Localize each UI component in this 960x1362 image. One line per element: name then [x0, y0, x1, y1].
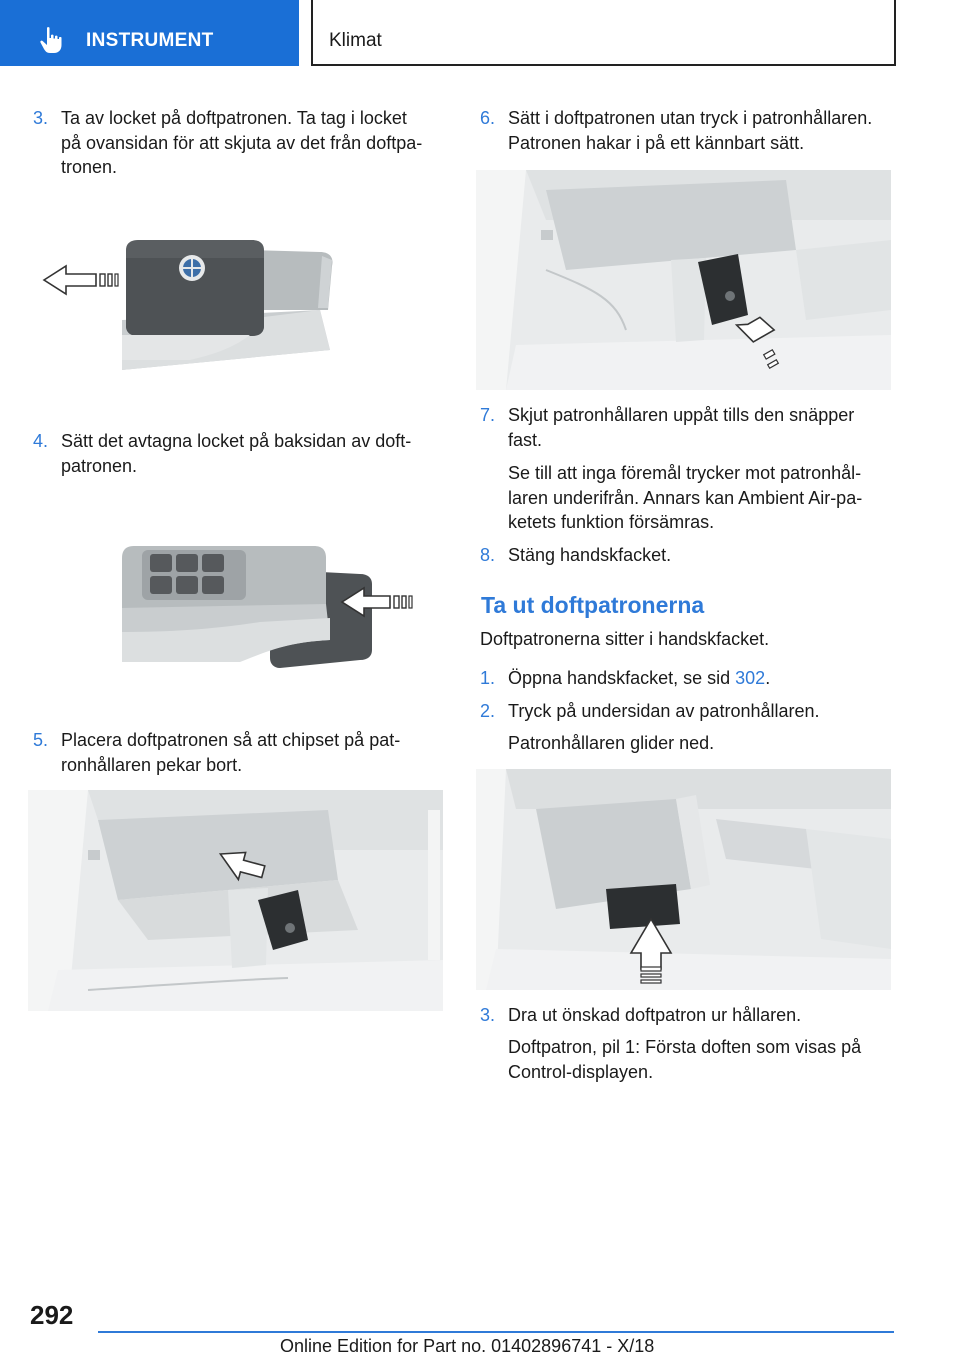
step-number: 7.	[480, 405, 496, 425]
footer-divider	[98, 1331, 894, 1333]
step-text-line: på ovansidan för att skjuta av det från doftpa‐	[61, 132, 423, 153]
section-heading: Ta ut doftpatronerna	[481, 592, 705, 618]
step-text-line: fast.	[508, 429, 543, 450]
step-text-line: Placera doftpatronen så att chipset på pat‐	[61, 730, 401, 750]
step-text-line: Patronen hakar i på ett kännbart sätt.	[508, 132, 805, 153]
step-number: 2.	[480, 701, 496, 721]
illustration-remove-lid	[30, 200, 450, 400]
step-number: 8.	[480, 545, 496, 565]
section-label: INSTRUMENT	[86, 30, 214, 51]
illustration-position-cartridge	[28, 790, 443, 1011]
page-link[interactable]: 302	[735, 668, 766, 688]
step-text-line: ronhållaren pekar bort.	[61, 754, 243, 775]
section-intro: Doftpatronerna sitter i handskfacket.	[480, 629, 770, 649]
step-number: 1.	[480, 668, 496, 688]
step-text-line: tronen.	[61, 157, 118, 177]
step-number: 5.	[33, 730, 49, 750]
step-number: 4.	[33, 431, 49, 451]
step-text-line: Sätt det avtagna locket på baksidan av doft‐	[61, 431, 412, 451]
step-text: Stäng handskfacket.	[508, 545, 672, 565]
chapter-header	[311, 0, 896, 66]
section-tab[interactable]	[0, 0, 299, 66]
edition-info: Online Edition for Part no. 01402896741 - X/18	[280, 1336, 655, 1356]
step-7-note: Se till att inga föremål trycker mot patronhål‐ laren underifrån. Annars kan Ambient Air-pa‐ ketets funktion försämras.	[508, 463, 863, 532]
step-text-line: Ta av locket på doftpatronen. Ta tag i locket	[61, 108, 407, 128]
step-number: 3.	[480, 1005, 496, 1025]
step-text: Dra ut önskad doftpatron ur hållaren.	[508, 1005, 802, 1025]
illustration-attach-lid	[30, 510, 450, 690]
remove-step-3-note: Doftpatron, pil 1: Första doften som visas på Control-displayen.	[508, 1037, 862, 1082]
illustration-press-holder	[476, 769, 891, 990]
step-number: 3.	[33, 108, 49, 128]
step-text-line: patronen.	[61, 455, 138, 476]
step-text: Tryck på undersidan av patronhållaren.	[508, 701, 820, 721]
pointing-hand-icon	[38, 26, 64, 54]
illustration-insert-cartridge	[476, 170, 891, 390]
step-text-line: Skjut patronhållaren uppåt tills den snäpper	[508, 405, 855, 425]
page-number: 292	[30, 1300, 74, 1330]
step-text-line: Sätt i doftpatronen utan tryck i patronhållaren.	[508, 108, 873, 128]
remove-step-2-note: Patronhållaren glider ned.	[508, 733, 715, 753]
chapter-title: Klimat	[329, 30, 382, 51]
step-number: 6.	[480, 108, 496, 128]
